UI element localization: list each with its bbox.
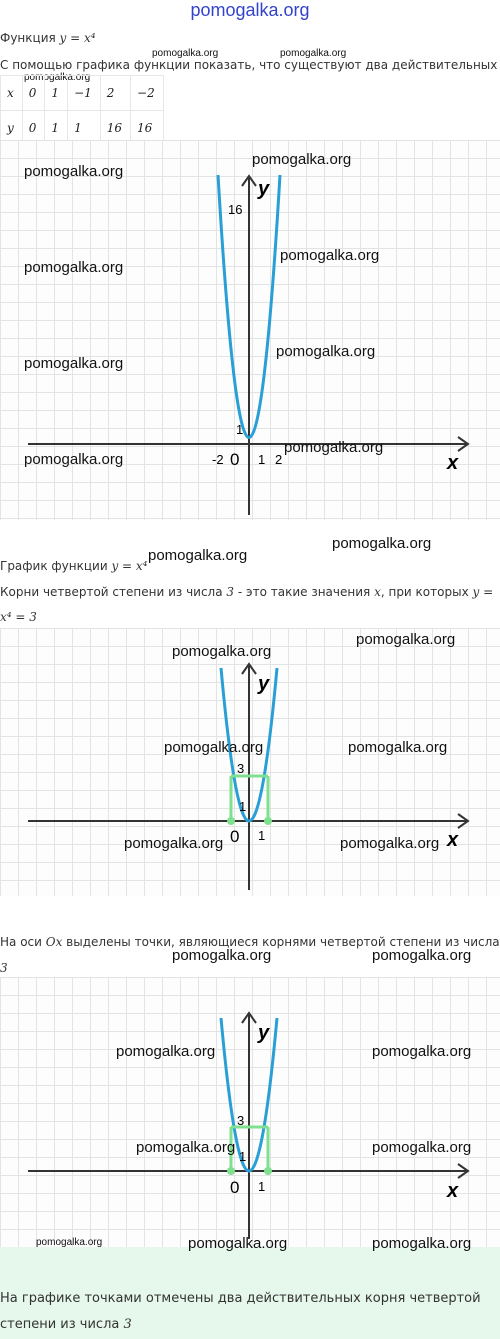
watermark: pomogalka.org [188, 1235, 288, 1252]
y-axis-label: y [258, 178, 270, 200]
roots-text-line2: x⁴ = 3 [0, 610, 37, 624]
watermark: pomogalka.org [148, 547, 248, 564]
watermark: pomogalka.org [36, 1237, 103, 1248]
axis-text-suffix: выделены точки, являющиеся корнями четвертой степени из числа [62, 935, 500, 949]
x-axis-label: x [447, 829, 459, 851]
root-point-positive [264, 817, 272, 825]
y-tick-1: 1 [239, 799, 247, 814]
watermark: pomogalka.org [172, 643, 272, 660]
table-cell: 1 [45, 111, 68, 146]
table-cell: y [1, 111, 23, 146]
roots-xvar: x [374, 585, 381, 599]
table-cell: 2 [100, 76, 130, 111]
watermark: pomogalka.org [24, 451, 124, 468]
y-tick-1: 1 [236, 422, 244, 437]
table-cell: 0 [22, 111, 45, 146]
table-cell: −2 [131, 76, 164, 111]
roots-text-line1 [0, 583, 493, 601]
watermark: pomogalka.org [172, 947, 272, 964]
watermark: pomogalka.org [152, 48, 219, 59]
table-cell: 1 [45, 76, 68, 111]
y-tick-16: 16 [228, 202, 243, 217]
x-tick-2: 2 [275, 452, 283, 467]
function-heading [0, 29, 96, 47]
watermark: pomogalka.org [348, 739, 448, 756]
graph1-caption [0, 557, 148, 575]
watermark: pomogalka.org [280, 247, 380, 264]
root-point-negative [227, 817, 235, 825]
heading-formula: y = x⁴ [59, 31, 96, 45]
table-cell: −1 [68, 76, 101, 111]
watermark: pomogalka.org [372, 1043, 472, 1060]
watermark: pomogalka.org [372, 1235, 472, 1252]
axis-text-number: 3 [0, 961, 8, 975]
table-cell: 16 [131, 111, 164, 146]
x-axis-label: x [447, 1180, 459, 1202]
graph2-panel [0, 628, 500, 896]
intro-text: С помощью графика функции показать, что существуют два действительных [0, 58, 498, 72]
final-text-line1: На графике точками отмечены два действительных корня четвертой [0, 1291, 481, 1306]
watermark: pomogalka.org [340, 835, 440, 852]
origin-label: 0 [230, 450, 240, 469]
final-text-prefix: степени из числа [0, 1317, 124, 1332]
caption-prefix: График функции [0, 559, 112, 573]
values-table [0, 75, 164, 146]
watermark: pomogalka.org [356, 631, 456, 648]
watermark: pomogalka.org [24, 259, 124, 276]
watermark: pomogalka.org [124, 835, 224, 852]
roots-text-end: , при которых [380, 585, 473, 599]
roots-number: 3 [226, 585, 235, 599]
watermark: pomogalka.org [24, 72, 91, 83]
table-cell: 1 [68, 111, 101, 146]
x-tick-1: 1 [258, 452, 266, 467]
y-tick-3: 3 [237, 1113, 245, 1128]
graph2-svg [0, 628, 500, 896]
graph3-panel [0, 977, 500, 1247]
root-point-positive [264, 1167, 272, 1175]
table-row [1, 76, 164, 111]
caption-formula: y = x⁴ [111, 559, 148, 573]
y-axis-label: y [258, 673, 270, 695]
x-tick-minus2: -2 [212, 452, 224, 467]
watermark: pomogalka.org [372, 947, 472, 964]
origin-label: 0 [230, 1178, 240, 1197]
final-number: 3 [123, 1317, 132, 1332]
watermark: pomogalka.org [24, 163, 124, 180]
table-cell: x [1, 76, 23, 111]
watermark: pomogalka.org [280, 48, 347, 59]
y-tick-1: 1 [239, 1149, 247, 1164]
axis-text-prefix: На оси [0, 935, 46, 949]
watermark: pomogalka.org [284, 439, 384, 456]
roots-text-prefix: Корни четвертой степени из числа [0, 585, 227, 599]
axis-name: Ox [45, 935, 63, 949]
y-axis-label: y [258, 1022, 270, 1044]
final-text-line2 [0, 1316, 132, 1334]
roots-text-mid: - это такие значения [234, 585, 375, 599]
roots-yeq: y = [472, 585, 494, 599]
table-cell: 0 [22, 76, 45, 111]
watermark: pomogalka.org [136, 1139, 236, 1156]
root-point-negative [227, 1167, 235, 1175]
x-tick-1: 1 [258, 1179, 266, 1194]
heading-prefix: Функция [0, 31, 60, 45]
x-tick-1: 1 [258, 828, 266, 843]
watermark: pomogalka.org [372, 1139, 472, 1156]
graph3-svg [0, 977, 500, 1247]
site-title[interactable]: pomogalka.org [190, 0, 310, 20]
watermark: pomogalka.org [116, 1043, 216, 1060]
watermark: pomogalka.org [276, 343, 376, 360]
watermark: pomogalka.org [24, 355, 124, 372]
origin-label: 0 [230, 827, 240, 846]
x-axis-label: x [447, 452, 459, 474]
table-cell: 16 [100, 111, 130, 146]
y-tick-3: 3 [237, 761, 245, 776]
watermark: pomogalka.org [164, 739, 264, 756]
watermark: pomogalka.org [332, 535, 432, 552]
watermark: pomogalka.org [252, 151, 352, 168]
